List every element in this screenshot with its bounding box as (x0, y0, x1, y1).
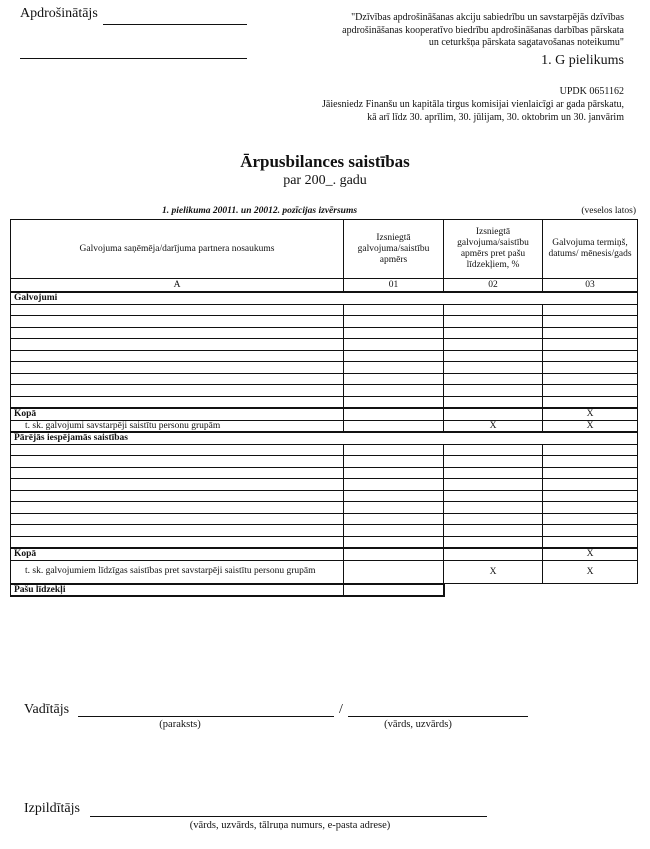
cell[interactable] (543, 327, 638, 339)
cell[interactable] (444, 502, 543, 514)
table-row[interactable] (11, 316, 638, 328)
table-row[interactable] (11, 362, 638, 374)
cell[interactable] (11, 467, 344, 479)
table-row[interactable] (11, 513, 638, 525)
table-row[interactable] (11, 304, 638, 316)
section-row-guarantees (11, 292, 638, 304)
cell[interactable] (444, 490, 543, 502)
table-row[interactable] (11, 339, 638, 351)
cell[interactable] (344, 408, 444, 420)
cell[interactable] (344, 479, 444, 491)
cell[interactable] (11, 304, 344, 316)
cell[interactable] (543, 339, 638, 351)
cell[interactable] (444, 444, 543, 456)
cell[interactable] (11, 479, 344, 491)
table-row[interactable] (11, 525, 638, 537)
cell[interactable] (11, 339, 344, 351)
x-mark: X (543, 420, 638, 432)
cell[interactable] (444, 467, 543, 479)
submission-note: Jāiesniedz Finanšu un kapitāla tirgus komisijai vienlaicīgi ar gada pārskatu, kā arī līdz 30. aprīlim, 30. jūlijam, 30. oktobrim un 30. janvārim (322, 99, 624, 123)
form-code: UPDK 0651162 (559, 86, 624, 97)
table-row[interactable] (11, 456, 638, 468)
head-name-field[interactable] (348, 716, 528, 717)
column-index-row (11, 279, 638, 293)
cell[interactable] (344, 536, 444, 548)
cell[interactable] (543, 525, 638, 537)
cell[interactable] (344, 316, 444, 328)
cell[interactable] (11, 502, 344, 514)
cell[interactable] (344, 373, 444, 385)
cell[interactable] (444, 373, 543, 385)
col-index-03: 03 (543, 279, 638, 293)
table-row[interactable] (11, 327, 638, 339)
total-label: Kopā (11, 548, 344, 560)
col-index-a: A (11, 279, 344, 293)
cell[interactable] (344, 560, 444, 584)
name-caption: (vārds, uzvārds) (384, 719, 452, 730)
cell[interactable] (11, 362, 344, 374)
cell[interactable] (344, 548, 444, 560)
col-index-02: 02 (444, 279, 543, 293)
table-row[interactable] (11, 467, 638, 479)
cell[interactable] (543, 513, 638, 525)
related-label: t. sk. galvojumiem līdzīgas saistības pret savstarpēji saistītu personu grupām (11, 560, 344, 584)
section-title-other: Pārējās iespējamās saistības (11, 432, 638, 444)
total-row-other (11, 548, 638, 560)
cell[interactable] (444, 350, 543, 362)
cell[interactable] (344, 502, 444, 514)
section-title-guarantees: Galvojumi (11, 292, 638, 304)
cell[interactable] (543, 362, 638, 374)
x-mark: X (543, 408, 638, 420)
cell[interactable] (543, 304, 638, 316)
cell[interactable] (344, 467, 444, 479)
cell[interactable] (11, 373, 344, 385)
regulation-reference: "Dzīvības apdrošināšanas akciju sabiedrību un savstarpējās dzīvības apdrošināšanas kooperatīvo biedrību apdrošināšanas darbības pārskata un ceturkšņa pārskata sagatavošanas noteikumu" (342, 12, 624, 48)
executor-field[interactable] (90, 816, 487, 817)
cell[interactable] (344, 420, 444, 432)
table-row[interactable] (11, 373, 638, 385)
cell[interactable] (11, 490, 344, 502)
cell[interactable] (444, 327, 543, 339)
x-mark: X (444, 420, 543, 432)
head-signature-field[interactable] (78, 716, 334, 717)
cell[interactable] (344, 327, 444, 339)
cell[interactable] (444, 339, 543, 351)
page-subtitle: par 200_. gadu (283, 173, 367, 188)
related-row-guarantees (11, 420, 638, 432)
cell[interactable] (11, 350, 344, 362)
section-row-other (11, 432, 638, 444)
cell[interactable] (344, 339, 444, 351)
cell[interactable] (543, 502, 638, 514)
empty-cell (444, 584, 543, 597)
cell[interactable] (11, 525, 344, 537)
cell[interactable] (11, 536, 344, 548)
slash: / (339, 702, 343, 717)
cell[interactable] (11, 316, 344, 328)
cell[interactable] (444, 362, 543, 374)
own-funds-row (11, 584, 638, 597)
cell[interactable] (444, 396, 543, 408)
col-header-term: Galvojuma termiņš, datums/ mēnesis/gads (543, 220, 638, 279)
own-funds-value[interactable] (344, 584, 444, 597)
x-mark: X (543, 560, 638, 584)
head-label: Vadītājs (24, 702, 70, 717)
cell[interactable] (11, 444, 344, 456)
cell[interactable] (444, 385, 543, 397)
cell[interactable] (444, 548, 543, 560)
cell[interactable] (344, 444, 444, 456)
insurer-label: Apdrošinātājs (20, 6, 98, 21)
table-row[interactable] (11, 490, 638, 502)
cell[interactable] (444, 479, 543, 491)
cell[interactable] (11, 456, 344, 468)
executor-caption: (vārds, uzvārds, tālruņa numurs, e-pasta adrese) (189, 820, 391, 831)
cell[interactable] (543, 467, 638, 479)
cell[interactable] (344, 362, 444, 374)
x-mark: X (444, 560, 543, 584)
cell[interactable] (11, 513, 344, 525)
col-index-01: 01 (344, 279, 444, 293)
cell[interactable] (543, 456, 638, 468)
cell[interactable] (11, 385, 344, 397)
sign-caption: (paraksts) (159, 719, 201, 730)
cell[interactable] (11, 396, 344, 408)
total-label: Kopā (11, 408, 344, 420)
total-row-guarantees (11, 408, 638, 420)
cell[interactable] (11, 327, 344, 339)
appendix-label: 1. G pielikums (541, 53, 624, 68)
cell[interactable] (344, 350, 444, 362)
related-label: t. sk. galvojumi savstarpēji saistītu personu grupām (11, 420, 344, 432)
empty-cell (543, 584, 638, 597)
table-row[interactable] (11, 350, 638, 362)
cell[interactable] (444, 525, 543, 537)
table-row[interactable] (11, 396, 638, 408)
related-row-other (11, 560, 638, 584)
cell[interactable] (444, 456, 543, 468)
table-row[interactable] (11, 479, 638, 491)
cell[interactable] (444, 536, 543, 548)
cell[interactable] (543, 479, 638, 491)
cell[interactable] (543, 373, 638, 385)
cell[interactable] (543, 316, 638, 328)
cell[interactable] (543, 490, 638, 502)
table-header-row (11, 220, 638, 279)
cell[interactable] (344, 525, 444, 537)
table-row[interactable] (11, 385, 638, 397)
cell[interactable] (543, 385, 638, 397)
table-row[interactable] (11, 536, 638, 548)
insurer-address-field[interactable] (20, 58, 247, 59)
cell[interactable] (444, 408, 543, 420)
x-mark: X (543, 548, 638, 560)
col-header-name: Galvojuma saņēmēja/darījuma partnera nosaukums (11, 220, 344, 279)
units-note: (veselos latos) (581, 206, 636, 216)
cell[interactable] (543, 396, 638, 408)
cell[interactable] (344, 490, 444, 502)
cell[interactable] (344, 513, 444, 525)
cell[interactable] (543, 350, 638, 362)
table-row[interactable] (11, 444, 638, 456)
cell[interactable] (344, 396, 444, 408)
cell[interactable] (444, 304, 543, 316)
col-header-amount: Izsniegtā galvojuma/saistību apmērs (344, 220, 444, 279)
cell[interactable] (444, 316, 543, 328)
own-funds-label: Pašu līdzekļi (11, 584, 344, 597)
cell[interactable] (543, 444, 638, 456)
liabilities-table (10, 219, 638, 597)
col-header-percent: Izsniegtā galvojuma/saistību apmērs pret pašu līdzekļiem, % (444, 220, 543, 279)
cell[interactable] (344, 456, 444, 468)
insurer-name-field[interactable] (103, 24, 247, 25)
cell[interactable] (344, 304, 444, 316)
cell[interactable] (344, 385, 444, 397)
executor-label: Izpildītājs (24, 801, 80, 816)
cell[interactable] (543, 536, 638, 548)
table-caption: 1. pielikuma 20011. un 20012. pozīcijas izvērsums (162, 206, 358, 216)
table-row[interactable] (11, 502, 638, 514)
cell[interactable] (444, 513, 543, 525)
page-title: Ārpusbilances saistības (240, 152, 410, 171)
